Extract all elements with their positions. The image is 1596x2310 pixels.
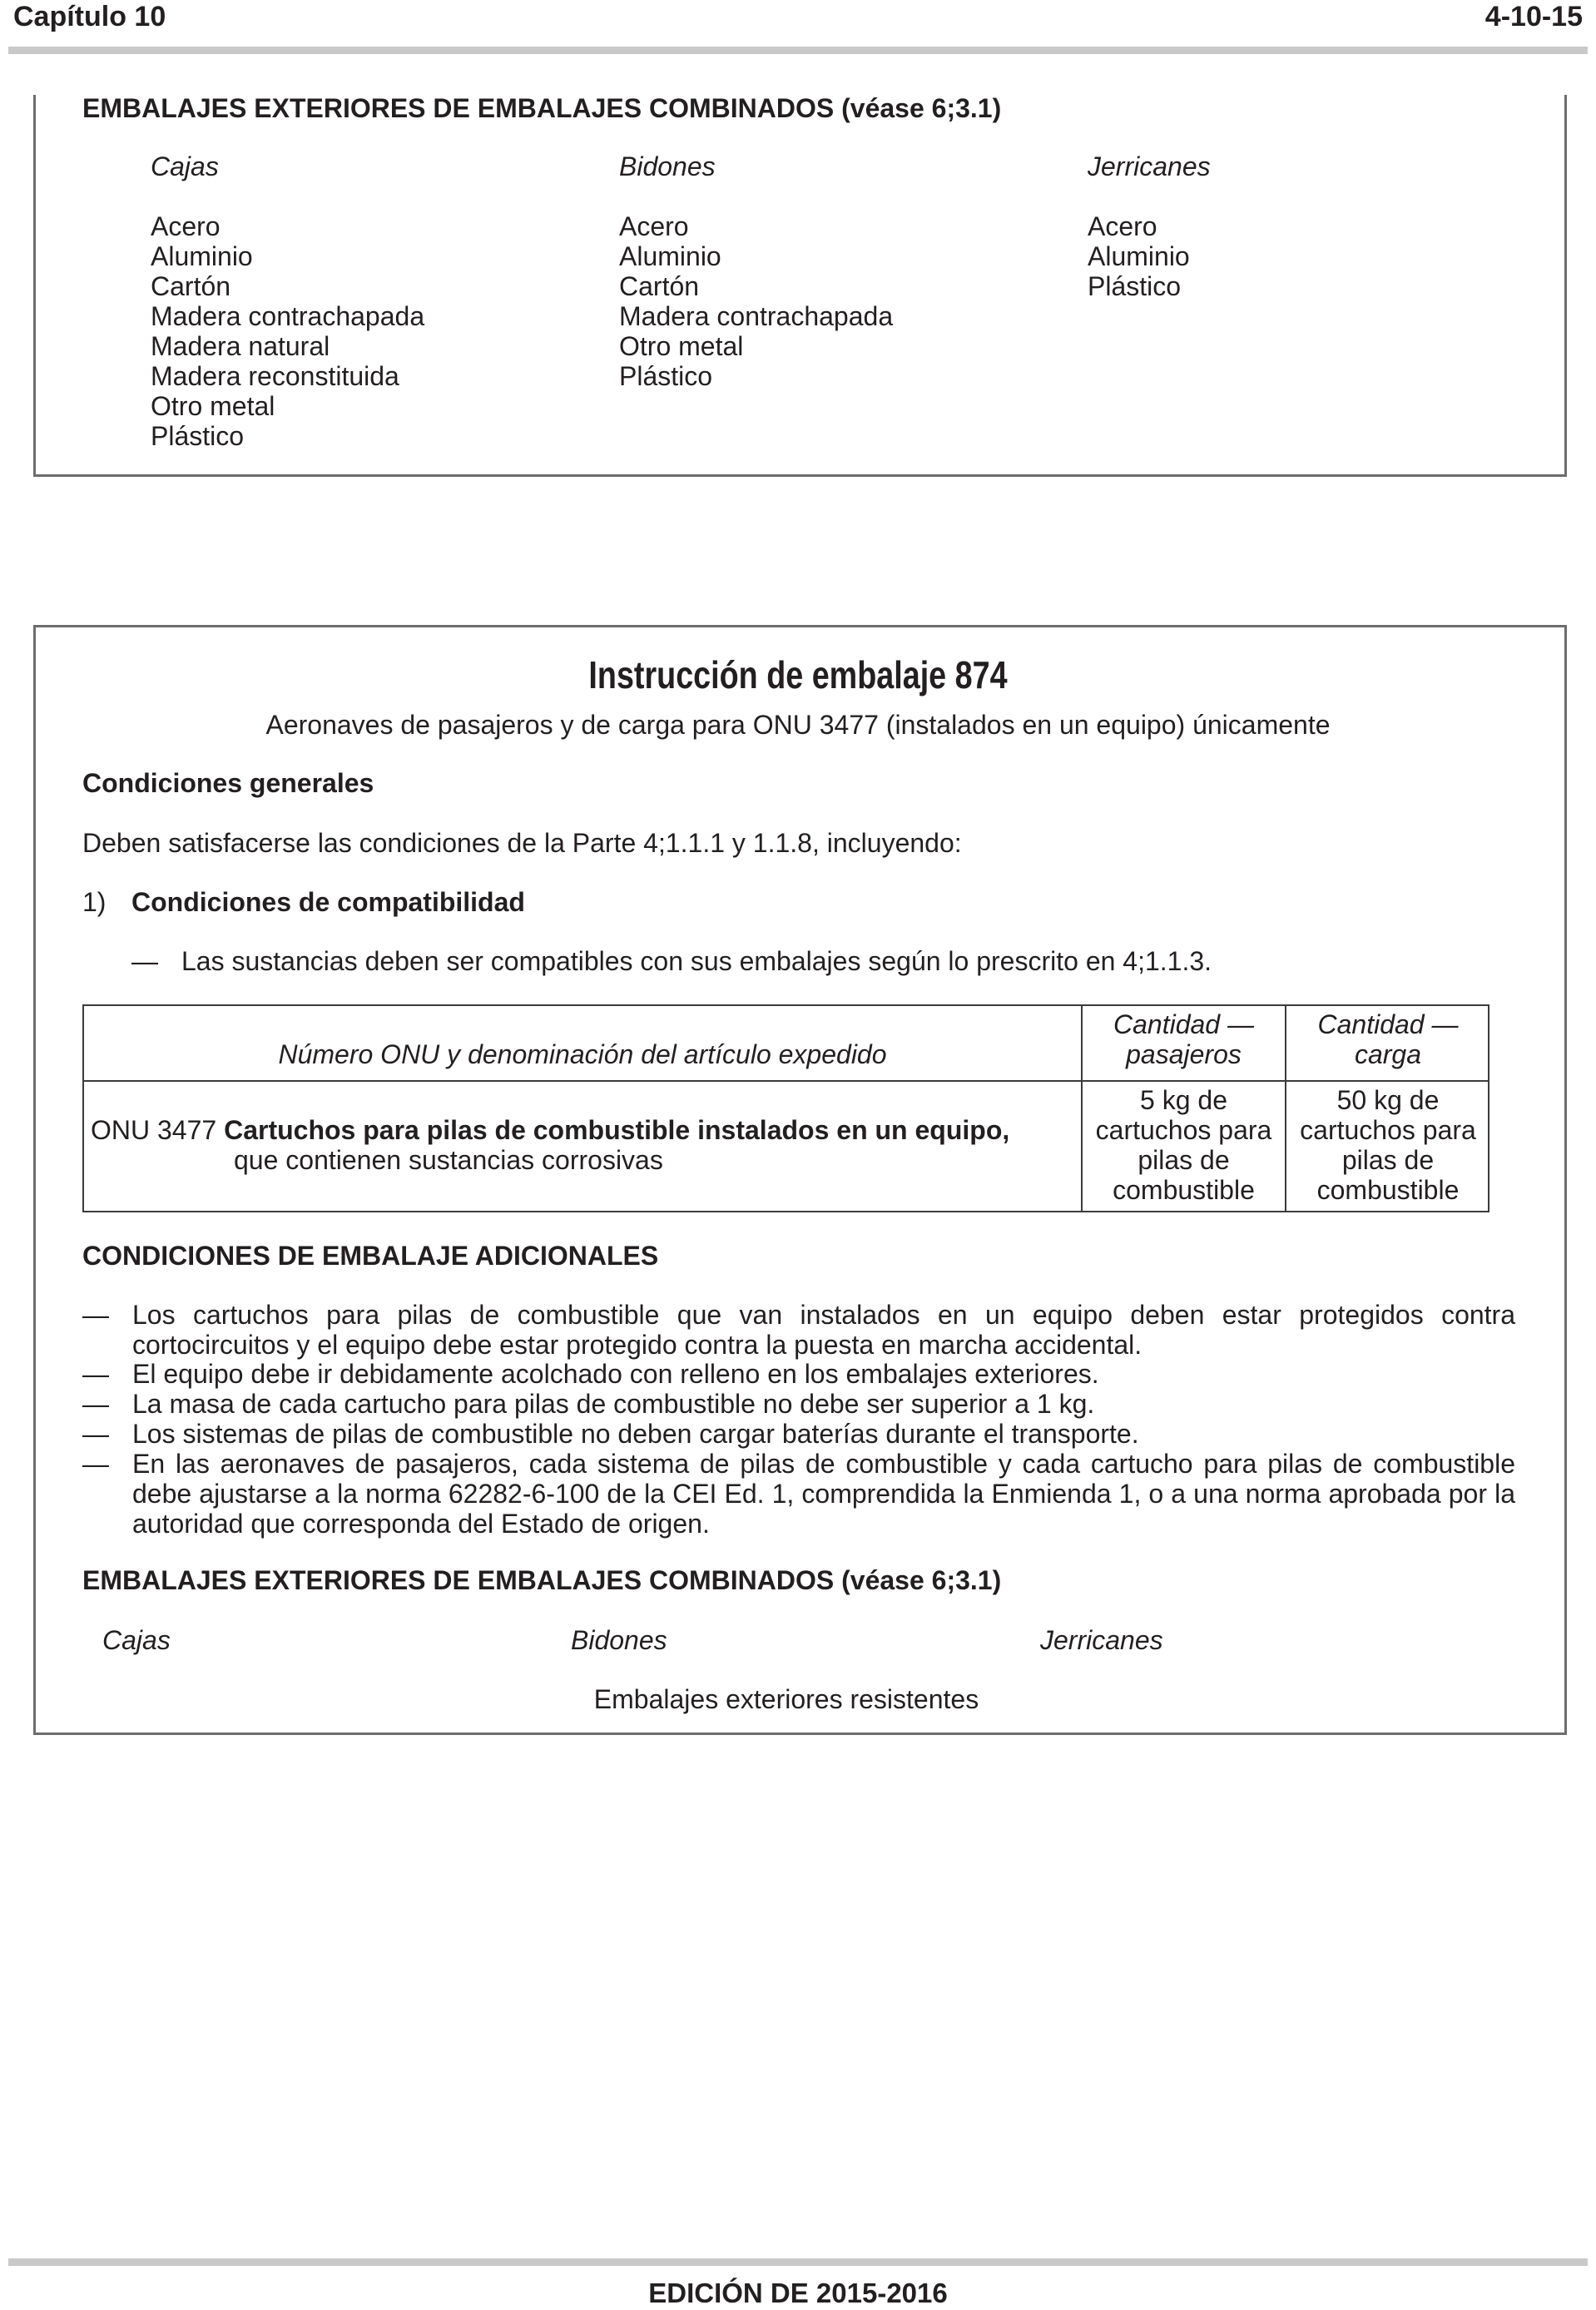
list-item: Acero	[1088, 211, 1157, 241]
table-header-cargo-line1: Cantidad —	[1317, 1009, 1459, 1039]
dash-bullet: —	[82, 1389, 109, 1419]
additional-condition-text: Los sistemas de pilas de combustible no deben cargar baterías durante el transporte.	[132, 1419, 1139, 1449]
pax-qty-line: 5 kg de	[1140, 1085, 1227, 1115]
dash-bullet: —	[82, 1359, 109, 1389]
instruction-subtitle: Aeronaves de pasajeros y de carga para ONU 3477 (instalados en un equipo) únicamente	[265, 710, 1331, 740]
list-item: Madera contrachapada	[151, 301, 425, 331]
compat-heading: Condiciones de compatibilidad	[131, 887, 525, 917]
additional-condition-text: En las aeronaves de pasajeros, cada sistema de pilas de combustible y cada cartucho para pilas de combustible debe ajustarse a la norma 62282-6-100 de la CEI Ed. 1, comprendida la Enmienda 1, o a una norma aprobada por la autoridad que corresponda del Estado de origen.	[132, 1449, 1515, 1539]
table-header-cargo-line2: carga	[1354, 1039, 1422, 1069]
box1-list-cajas	[151, 211, 424, 451]
box1-list-jerricanes	[1088, 211, 1190, 301]
list-item: Aluminio	[1088, 241, 1190, 271]
cargo-qty-line: pilas de	[1341, 1145, 1435, 1175]
list-item: Otro metal	[619, 331, 744, 361]
un-description-cont: que contienen sustancias corrosivas	[234, 1145, 663, 1175]
table-header-cargo	[1286, 1009, 1489, 1069]
chapter-label: Capítulo 10	[13, 1, 166, 32]
list-item: Madera contrachapada	[619, 301, 894, 331]
additional-conditions-heading: CONDICIONES DE EMBALAJE ADICIONALES	[82, 1241, 659, 1271]
box1-col-title-bidones: Bidones	[619, 151, 716, 181]
additional-condition-text: La masa de cada cartucho para pilas de combustible no debe ser superior a 1 kg.	[132, 1389, 1095, 1419]
pax-qty-line: cartuchos para	[1095, 1115, 1272, 1145]
list-item: Acero	[619, 211, 689, 241]
list-item: Aluminio	[151, 241, 253, 271]
list-item	[82, 1300, 1515, 1360]
table-header-pax-line1: Cantidad —	[1113, 1009, 1254, 1039]
list-item	[82, 1359, 1515, 1389]
box1-col-title-jerricanes: Jerricanes	[1088, 151, 1211, 181]
compat-item: Las sustancias deben ser compatibles con sus embalajes según lo prescrito en 4;1.1.3.	[181, 946, 1212, 976]
table-cell-un-entry	[91, 1115, 1009, 1145]
general-conditions-text: Deben satisfacerse las condiciones de la Parte 4;1.1.1 y 1.1.8, incluyendo:	[82, 828, 962, 858]
outer-col-bidones: Bidones	[571, 1625, 667, 1655]
date-label: 4-10-15	[1484, 1, 1583, 32]
table-header-pax-line2: pasajeros	[1126, 1039, 1242, 1069]
outer-packaging-note: Embalajes exteriores resistentes	[593, 1684, 979, 1714]
table-header-pax	[1083, 1009, 1285, 1069]
table-divider	[84, 1080, 1488, 1082]
table-cell-cargo-qty	[1286, 1085, 1489, 1205]
outer-col-cajas: Cajas	[102, 1625, 171, 1655]
list-item: Madera natural	[151, 331, 330, 361]
additional-condition-text: El equipo debe ir debidamente acolchado con relleno en los embalajes exteriores.	[132, 1359, 1099, 1389]
quantity-table	[82, 1004, 1489, 1212]
header-rule	[8, 47, 1588, 54]
general-conditions-heading: Condiciones generales	[82, 768, 374, 798]
compat-dash: —	[131, 946, 158, 976]
list-item	[82, 1419, 1515, 1449]
list-item: Aluminio	[619, 241, 721, 271]
cargo-qty-line: cartuchos para	[1300, 1115, 1476, 1145]
un-proper-name: Cartuchos para pilas de combustible instalados en un equipo,	[224, 1115, 1010, 1145]
list-item	[82, 1389, 1515, 1419]
list-item: Madera reconstituida	[151, 361, 399, 391]
instruction-title: Instrucción de embalaje 874	[588, 653, 1008, 696]
table-cell-pax-qty	[1083, 1085, 1285, 1205]
cargo-qty-line: combustible	[1316, 1175, 1460, 1205]
list-item: Plástico	[151, 421, 245, 451]
list-item: Cartón	[151, 271, 231, 301]
dash-bullet: —	[82, 1449, 109, 1479]
table-header-un-name: Número ONU y denominación del artículo expedido	[278, 1039, 887, 1069]
edition-label: EDICIÓN DE 2015-2016	[648, 2278, 948, 2308]
dash-bullet: —	[82, 1419, 109, 1449]
pax-qty-line: pilas de	[1138, 1145, 1230, 1175]
pax-qty-line: combustible	[1113, 1175, 1255, 1205]
list-item: Cartón	[619, 271, 700, 301]
cargo-qty-line: 50 kg de	[1336, 1085, 1440, 1115]
dash-bullet: —	[82, 1300, 109, 1330]
box1-heading: EMBALAJES EXTERIORES DE EMBALAJES COMBINADOS (véase 6;3.1)	[82, 93, 1002, 123]
footer-rule	[8, 2258, 1588, 2266]
list-item	[82, 1449, 1515, 1539]
list-item: Otro metal	[151, 391, 275, 421]
list-item: Plástico	[619, 361, 713, 391]
outer-packaging-heading: EMBALAJES EXTERIORES DE EMBALAJES COMBINADOS (véase 6;3.1)	[82, 1565, 1002, 1595]
outer-col-jerricanes: Jerricanes	[1040, 1625, 1163, 1655]
list-item: Plástico	[1088, 271, 1182, 301]
un-number: ONU 3477	[91, 1115, 217, 1145]
list-item: Acero	[151, 211, 221, 241]
box1-list-bidones	[619, 211, 893, 391]
box1-col-title-cajas: Cajas	[151, 151, 219, 181]
additional-condition-text: Los cartuchos para pilas de combustible que van instalados en un equipo deben estar protegidos contra cortocircuitos y el equipo debe estar protegido contra la puesta en marcha accidental.	[132, 1300, 1515, 1360]
compat-number: 1)	[82, 887, 107, 917]
